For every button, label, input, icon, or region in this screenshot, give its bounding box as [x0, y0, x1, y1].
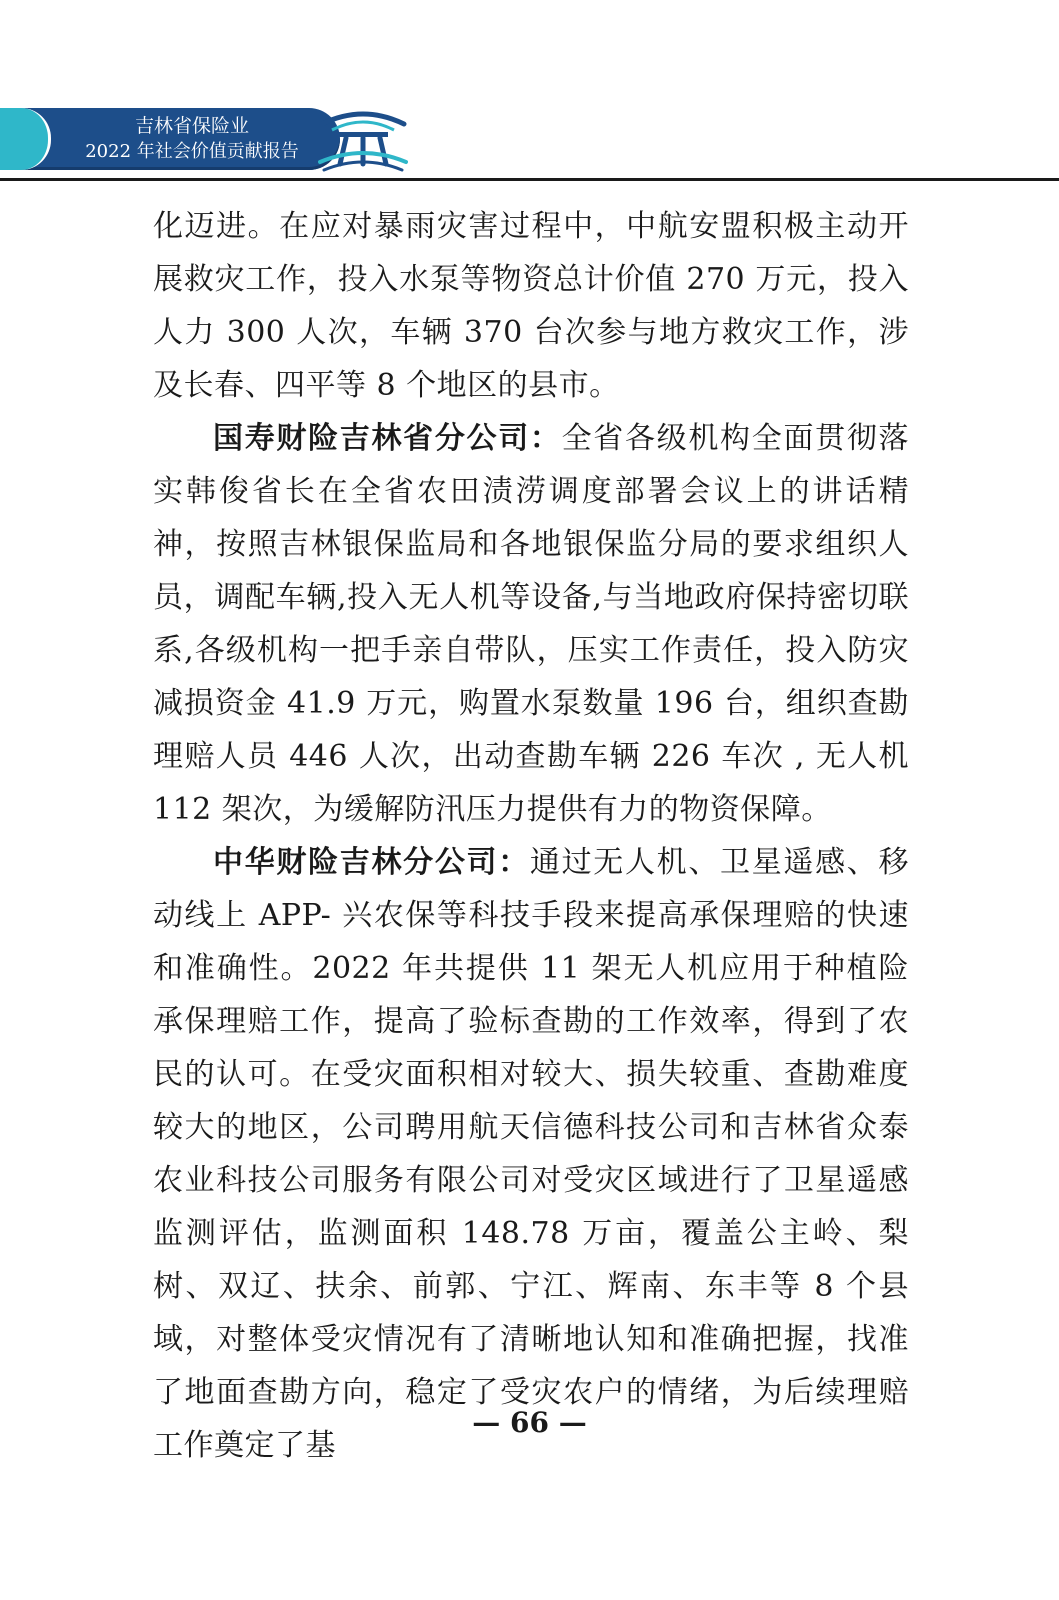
body-text: [153, 200, 909, 1472]
paragraph-heading-zhonghua: 中华财险吉林分公司：: [213, 845, 530, 880]
header-divider: [0, 178, 1059, 181]
paragraph-guoshou-caixian: [153, 412, 909, 836]
page-header: [0, 0, 1059, 200]
report-title-line1: 吉林省保险业: [134, 115, 249, 137]
report-title: [62, 114, 322, 164]
building-arch-logo-icon: [318, 100, 408, 172]
report-title-line2: 2022 年社会价值贡献报告: [85, 141, 299, 162]
paragraph-text-zhonghua: 通过无人机、卫星遥感、移动线上 APP- 兴农保等科技手段来提高承保理赔的快速和准确性。2022 年共提供 11 架无人机应用于种植险承保理赔工作，提高了验标查勘的工作效率，得到了农民的认可。在受灾面积相对较大、损失较重、查勘难度较大的地区，公司聘用航天信德科技公司和吉林省众泰农业科技公司服务有限公司对受灾区域进行了卫星遥感监测评估，监测面积 148.78 万亩，覆盖公主岭、梨树、双辽、扶余、前郭、宁江、辉南、东丰等 8 个县域，对整体受灾情况有了清晰地认知和准确把握，找准了地面查勘方向，稳定了受灾农户的情绪，为后续理赔工作奠定了基: [153, 845, 910, 1463]
page-number: — 66 —: [472, 1406, 587, 1439]
paragraph-heading-guoshou: 国寿财险吉林省分公司：: [213, 421, 562, 456]
paragraph-text-guoshou: 全省各级机构全面贯彻落实韩俊省长在全省农田渍涝调度部署会议上的讲话精神，按照吉林银保监局和各地银保监分局的要求组织人员，调配车辆,投入无人机等设备,与当地政府保持密切联系,各级机构一把手亲自带队，压实工作责任，投入防灾减损资金 41.9 万元，购置水泵数量 196 台，组织查勘理赔人员 446 人次，出动查勘车辆 226 车次 , 无人机 112 架次，为缓解防汛压力提供有力的物资保障。: [153, 421, 910, 827]
paragraph-zhonghua-caixian: [153, 836, 909, 1472]
paragraph-zhonghang-anmeng: 化迈进。在应对暴雨灾害过程中，中航安盟积极主动开展救灾工作，投入水泵等物资总计价值 270 万元，投入人力 300 人次，车辆 370 台次参与地方救灾工作，涉及长春、四平等 8 个地区的县市。: [153, 209, 909, 403]
